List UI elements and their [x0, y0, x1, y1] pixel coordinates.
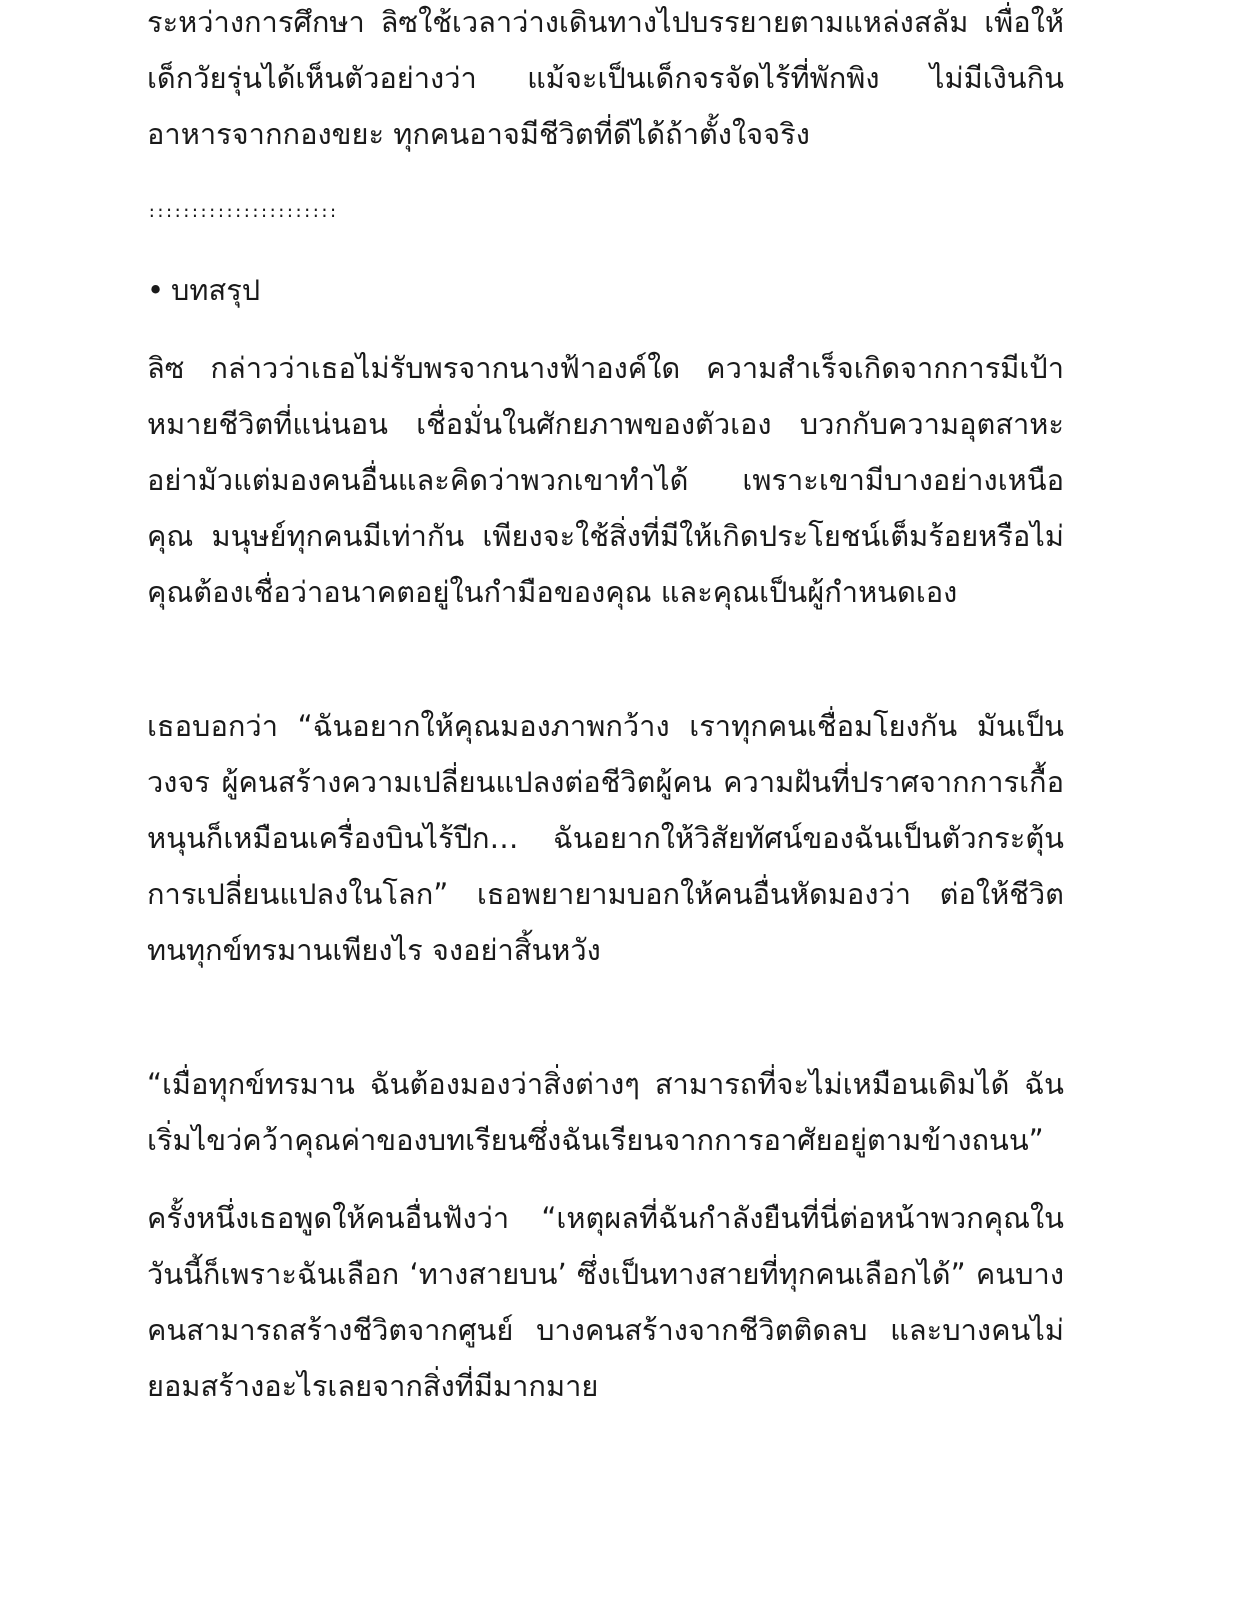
bullet-icon: •: [147, 273, 165, 307]
spacer: [147, 978, 1064, 1056]
spacer: [147, 1168, 1064, 1190]
section-separator: ::::::::::::::::::::::: [147, 202, 337, 221]
spacer: [147, 240, 1064, 262]
paragraph-quote-vision: เธอบอกว่า “ฉันอยากให้คุณมองภาพกว้าง เราทุกคนเชื่อมโยงกัน มันเป็นวงจร ผู้คนสร้างความเปลี่ยนแปลงต่อชีวิตผู้คน ความฝันที่ปราศจากการเกื้อหนุนก็เหมือนเครื่องบินไร้ปีก… ฉันอยากให้วิสัยทัศน์ของฉันเป็นตัวกระตุ้นการเปลี่ยนแปลงในโลก” เธอพยายามบอกให้คนอื่นหัดมองว่า ต่อให้ชีวิตทนทุกข์ทรมานเพียงไร จงอย่าสิ้นหวัง: [147, 709, 1064, 967]
section-heading-label: บทสรุป: [171, 273, 261, 307]
spacer: [147, 620, 1064, 698]
paragraph-quote-suffering: “เมื่อทุกข์ทรมาน ฉันต้องมองว่าสิ่งต่างๆ สามารถที่จะไม่เหมือนเดิมได้ ฉันเริ่มไขว่คว้าคุณค่าของบทเรียนซึ่งฉันเรียนจากการอาศัยอยู่ตามข้างถนน”: [147, 1067, 1064, 1157]
article-body: [147, 0, 1064, 1414]
paragraph-high-road: ครั้งหนึ่งเธอพูดให้คนอื่นฟังว่า “เหตุผลที่ฉันกำลังยืนที่นี่ต่อหน้าพวกคุณในวันนี้ก็เพราะฉันเลือก ‘ทางสายบน’ ซึ่งเป็นทางสายที่ทุกคนเลือกได้” คนบางคนสามารถสร้างชีวิตจากศูนย์ บางคนสร้างจากชีวิตติดลบ และบางคนไม่ยอมสร้างอะไรเลยจากสิ่งที่มีมากมาย: [147, 1201, 1064, 1403]
spacer: [147, 318, 1064, 340]
paragraph-summary: ลิซ กล่าวว่าเธอไม่รับพรจากนางฟ้าองค์ใด ความสำเร็จเกิดจากการมีเป้าหมายชีวิตที่แน่นอน เชื่อมั่นในศักยภาพของตัวเอง บวกกับความอุตสาหะ อย่ามัวแต่มองคนอื่นและคิดว่าพวกเขาทำได้ เพราะเขามีบางอย่างเหนือคุณ มนุษย์ทุกคนมีเท่ากัน เพียงจะใช้สิ่งที่มีให้เกิดประโยชน์เต็มร้อยหรือไม่ คุณต้องเชื่อว่าอนาคตอยู่ในกำมือของคุณ และคุณเป็นผู้กำหนดเอง: [147, 351, 1064, 609]
spacer: [147, 162, 1064, 184]
section-heading-summary: [147, 262, 1064, 318]
paragraph-study-lectures: ระหว่างการศึกษา ลิซใช้เวลาว่างเดินทางไปบรรยายตามแหล่งสลัม เพื่อให้เด็กวัยรุ่นได้เห็นตัวอย่างว่า แม้จะเป็นเด็กจรจัดไร้ที่พักพิง ไม่มีเงินกินอาหารจากกองขยะ ทุกคนอาจมีชีวิตที่ดีได้ถ้าตั้งใจจริง: [147, 5, 1064, 151]
